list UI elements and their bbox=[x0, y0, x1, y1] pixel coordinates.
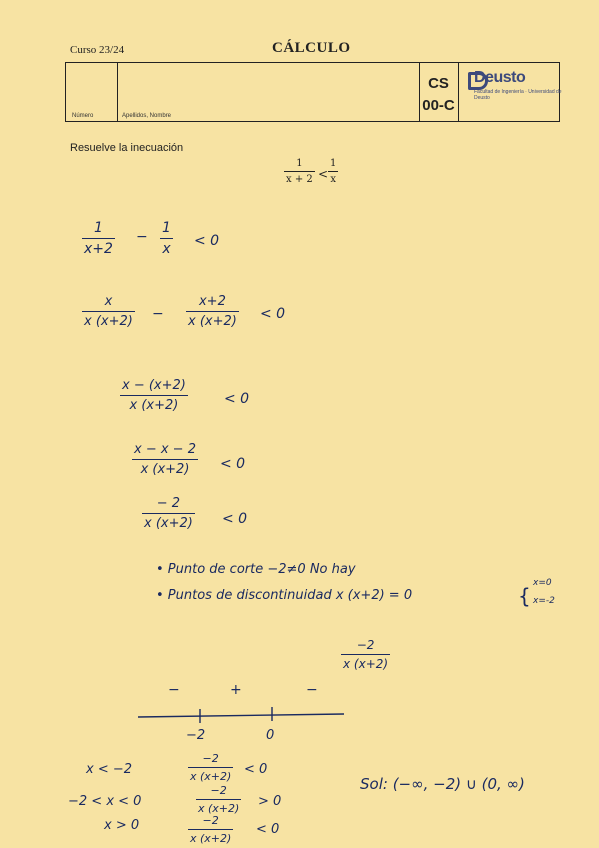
interval-3: x > 0 bbox=[104, 818, 140, 833]
course-label: Curso 23/24 bbox=[70, 44, 125, 56]
tick-label-minus-2: −2 bbox=[186, 728, 206, 743]
exam-code: CS 00-C bbox=[422, 75, 455, 114]
printed-lhs: 1 x + 2 bbox=[286, 158, 313, 185]
step2-fraction-a: x x (x+2) bbox=[84, 294, 133, 329]
step1-relation: < 0 bbox=[194, 233, 220, 249]
number-line-axis bbox=[138, 714, 344, 717]
step1-fraction-a: 1 x+2 bbox=[84, 220, 113, 257]
apellidos-label: Apellidos, Nombre bbox=[122, 113, 172, 119]
sign-fraction: −2 x (x+2) bbox=[343, 638, 389, 671]
bullet-punto-corte: • Punto de corte −2≠0 No hay bbox=[156, 562, 356, 577]
interval-1-fraction: −2 x (x+2) bbox=[190, 752, 232, 783]
interval-2: −2 < x < 0 bbox=[68, 794, 142, 809]
interval-1-relation: < 0 bbox=[244, 762, 268, 777]
brace-icon: { bbox=[518, 584, 531, 608]
interval-3-relation: < 0 bbox=[256, 822, 280, 837]
printed-rhs: 1 x bbox=[330, 158, 337, 185]
root-b: x=-2 bbox=[533, 596, 555, 606]
step2-relation: < 0 bbox=[260, 306, 286, 322]
interval-2-fraction: −2 x (x+2) bbox=[198, 784, 240, 815]
tick-label-zero: 0 bbox=[266, 728, 275, 743]
sign-right: − bbox=[306, 682, 318, 698]
printed-op: < bbox=[318, 167, 329, 181]
logo-subtext: Facultad de Ingeniería · Universidad de Deusto bbox=[474, 89, 562, 101]
interval-1: x < −2 bbox=[86, 762, 133, 777]
bullet-discontinuidad: • Puntos de discontinuidad x (x+2) = 0 bbox=[156, 588, 413, 603]
step1-minus: − bbox=[136, 229, 148, 245]
step4-fraction: x − x − 2 x (x+2) bbox=[134, 442, 196, 477]
numero-label: Número bbox=[72, 113, 94, 119]
interval-2-relation: > 0 bbox=[258, 794, 282, 809]
step2-minus: − bbox=[152, 306, 164, 322]
step4-relation: < 0 bbox=[220, 456, 246, 472]
step5-fraction: − 2 x (x+2) bbox=[144, 496, 193, 531]
solution: Sol: (−∞, −2) ∪ (0, ∞) bbox=[360, 775, 525, 793]
root-a: x=0 bbox=[533, 578, 552, 588]
interval-3-fraction: −2 x (x+2) bbox=[190, 814, 232, 845]
step3-relation: < 0 bbox=[224, 391, 250, 407]
step5-relation: < 0 bbox=[222, 511, 248, 527]
step3-fraction: x − (x+2) x (x+2) bbox=[122, 378, 186, 413]
sign-middle: + bbox=[230, 682, 242, 698]
logo-word: Deusto bbox=[474, 69, 526, 86]
instruction: Resuelve la inecuación bbox=[70, 142, 184, 154]
sign-left: − bbox=[168, 682, 180, 698]
step1-fraction-b: 1 x bbox=[162, 220, 171, 257]
page-title: CÁLCULO bbox=[272, 40, 351, 56]
step2-fraction-b: x+2 x (x+2) bbox=[188, 294, 237, 329]
